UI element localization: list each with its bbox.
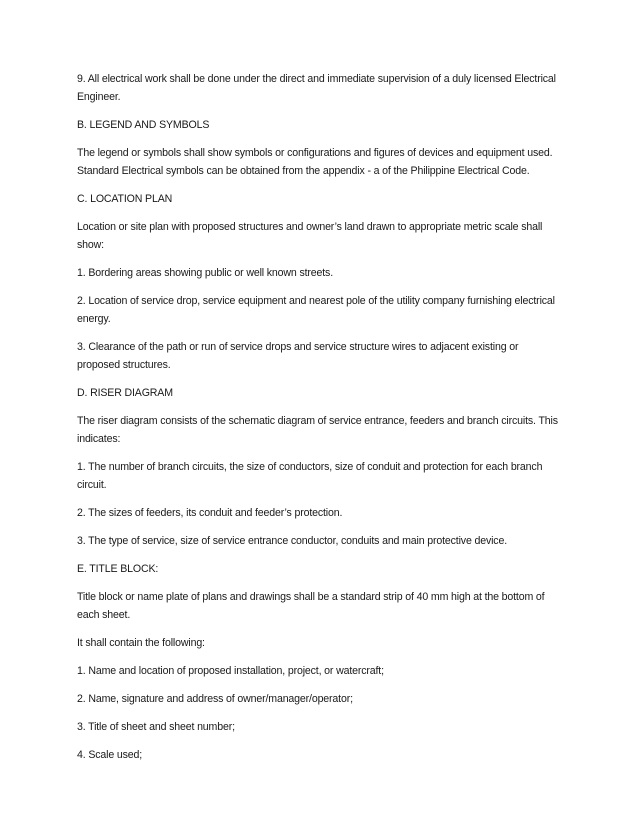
heading-legend-and-symbols: B. LEGEND AND SYMBOLS xyxy=(77,119,210,131)
riser-description: The riser diagram consists of the schematic diagram of service entrance, feeders and branch circuits. This indicates: xyxy=(77,415,558,445)
location-item-1: 1. Bordering areas showing public or well known streets. xyxy=(77,267,333,279)
riser-item-3: 3. The type of service, size of service entrance conductor, conduits and main protective device. xyxy=(77,535,507,547)
title-block-item-2: 2. Name, signature and address of owner/manager/operator; xyxy=(77,693,353,705)
legend-description: The legend or symbols shall show symbols or configurations and figures of devices and equipment used. Standard Electrical symbols can be obtained from the appendix - a of the Philippine Electrical Code. xyxy=(77,147,553,177)
title-block-item-1: 1. Name and location of proposed installation, project, or watercraft; xyxy=(77,665,384,677)
title-block-item-3: 3. Title of sheet and sheet number; xyxy=(77,721,235,733)
title-block-intro: It shall contain the following: xyxy=(77,637,205,649)
title-block-item-4: 4. Scale used; xyxy=(77,749,143,761)
document-body xyxy=(77,70,563,774)
riser-item-2: 2. The sizes of feeders, its conduit and feeder’s protection. xyxy=(77,507,343,519)
location-item-3: 3. Clearance of the path or run of service drops and service structure wires to adjacent existing or proposed structures. xyxy=(77,341,519,371)
heading-title-block: E. TITLE BLOCK: xyxy=(77,563,159,575)
heading-location-plan: C. LOCATION PLAN xyxy=(77,193,173,205)
title-block-description: Title block or name plate of plans and drawings shall be a standard strip of 40 mm high at the bottom of each sheet. xyxy=(77,591,545,621)
location-plan-description: Location or site plan with proposed structures and owner’s land drawn to appropriate metric scale shall show: xyxy=(77,221,543,251)
item-9-electrical-work: 9. All electrical work shall be done under the direct and immediate supervision of a duly licensed Electrical Engineer. xyxy=(77,73,556,103)
riser-item-1: 1. The number of branch circuits, the size of conductors, size of conduit and protection for each branch circuit. xyxy=(77,461,543,491)
location-item-2: 2. Location of service drop, service equipment and nearest pole of the utility company furnishing electrical energy. xyxy=(77,295,555,325)
heading-riser-diagram: D. RISER DIAGRAM xyxy=(77,387,173,399)
